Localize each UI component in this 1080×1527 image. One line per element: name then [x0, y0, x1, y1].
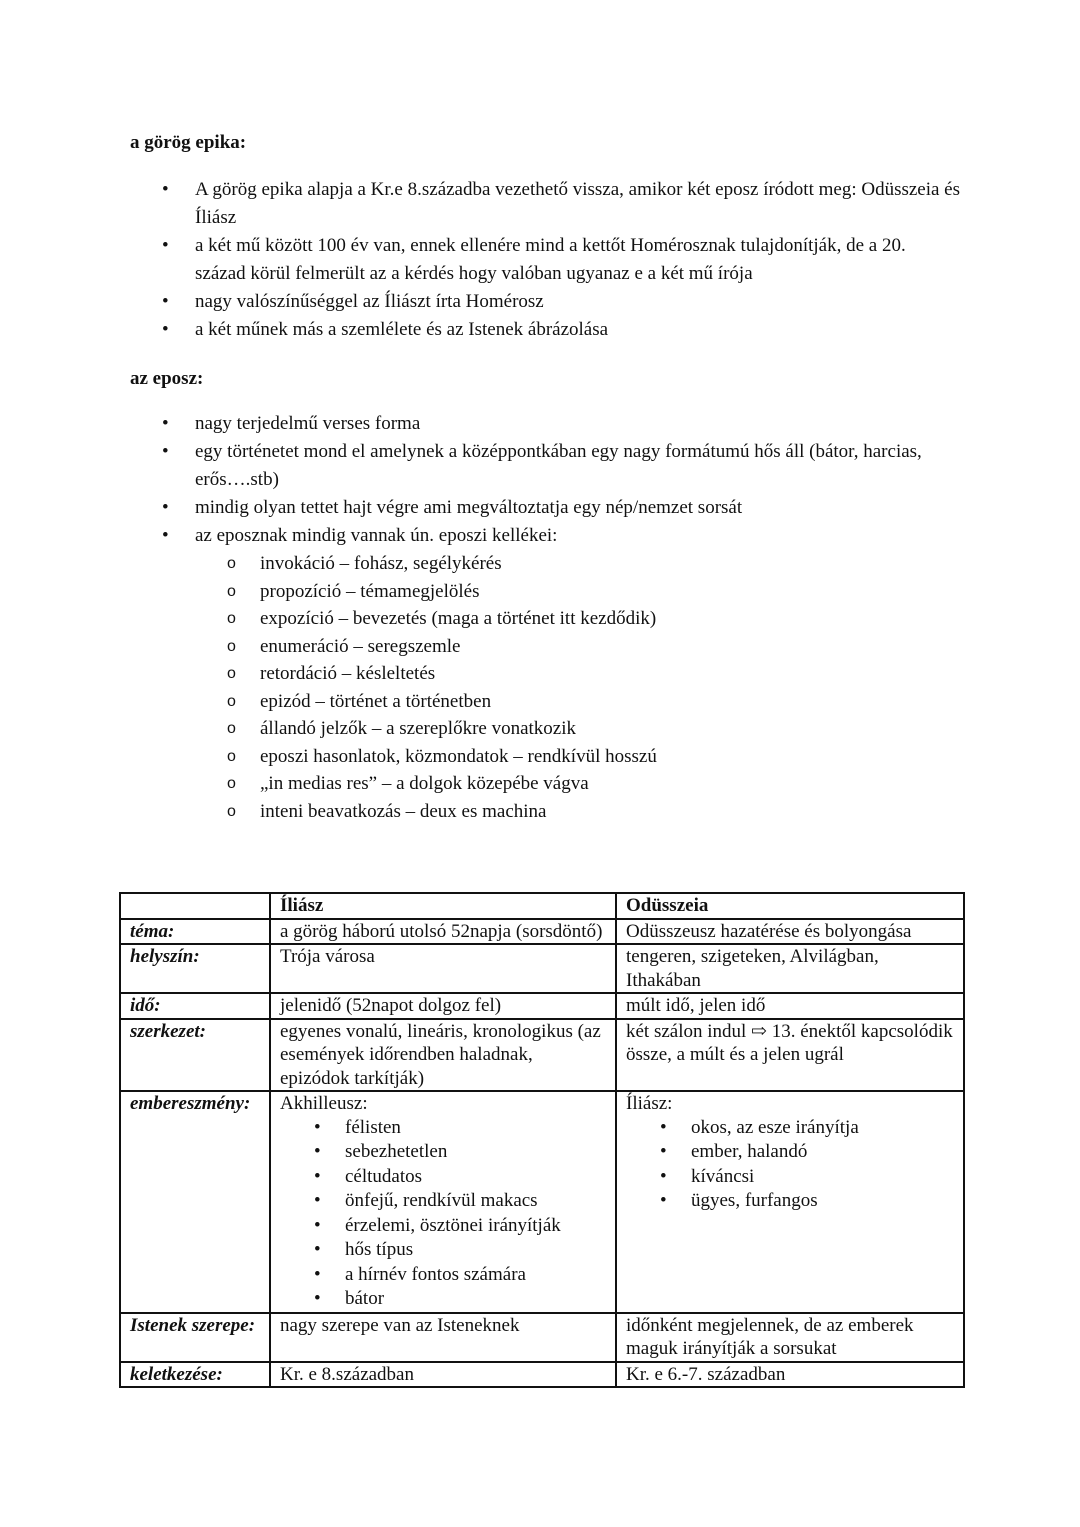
epic-devices-list [195, 550, 960, 825]
list-item: • nagy valószínűséggel az Íliászt írta Homérosz [130, 288, 960, 316]
row-label: keletkezése: [120, 1362, 270, 1388]
list-item: • önfejű, rendkívül makacs [280, 1189, 606, 1214]
odysseus-traits-list [626, 1116, 954, 1214]
sub-list-item: o állandó jelzők – a szereplőkre vonatkozik [195, 715, 960, 743]
list-item: • hős típus [280, 1238, 606, 1263]
table-row [120, 919, 964, 945]
sub-list-item: o inteni beavatkozás – deux es machina [195, 798, 960, 826]
row-label: idő: [120, 993, 270, 1019]
table-cell: tengeren, szigeteken, Alvilágban, Ithakában [616, 944, 964, 993]
table-cell: Odüsszeusz hazatérése és bolyongása [616, 919, 964, 945]
sub-list-item: o eposzi hasonlatok, közmondatok – rendkívül hosszú [195, 743, 960, 771]
list-item: • ügyes, furfangos [626, 1189, 954, 1214]
list-item: • a két műnek más a szemlélete és az Istenek ábrázolása [130, 316, 960, 344]
cell-title: Íliász: [626, 1093, 673, 1114]
section-heading-epos: az eposz: [130, 368, 204, 389]
table-row [120, 1313, 964, 1362]
table-cell: Kr. e 6.-7. században [616, 1362, 964, 1388]
table-cell: időnként megjelennek, de az emberek maguk irányítják a sorsukat [616, 1313, 964, 1362]
list-item: • ember, halandó [626, 1140, 954, 1165]
table-cell: két szálon indul ⇨ 13. énektől kapcsolódik össze, a múlt és a jelen ugrál [616, 1019, 964, 1092]
epos-list [130, 410, 960, 825]
list-item: • érzelemi, ösztönei irányítják [280, 1214, 606, 1239]
table-row [120, 1019, 964, 1092]
table-cell: múlt idő, jelen idő [616, 993, 964, 1019]
table-cell: egyenes vonalú, lineáris, kronologikus (az események időrendben haladnak, epizódok tarkítják) [270, 1019, 616, 1092]
list-item: • mindig olyan tettet hajt végre ami megváltoztatja egy nép/nemzet sorsát [130, 494, 960, 522]
row-label: téma: [120, 919, 270, 945]
table-corner-cell [120, 893, 270, 919]
list-item: • sebezhetetlen [280, 1140, 606, 1165]
sub-list-item: o invokáció – fohász, segélykérés [195, 550, 960, 578]
table-cell: jelenidő (52napot dolgoz fel) [270, 993, 616, 1019]
achilles-traits-list [280, 1116, 606, 1312]
greek-epic-list [130, 176, 960, 344]
sub-list-item: o expozíció – bevezetés (maga a történet itt kezdődik) [195, 605, 960, 633]
sub-list-item: o propozíció – témamegjelölés [195, 578, 960, 606]
table-cell: Kr. e 8.században [270, 1362, 616, 1388]
list-item: • félisten [280, 1116, 606, 1141]
table-cell: nagy szerepe van az Isteneknek [270, 1313, 616, 1362]
section-heading-greek-epic: a görög epika: [130, 132, 247, 153]
table-header-row [120, 893, 964, 919]
table-cell [270, 1091, 616, 1313]
list-item: • a hírnév fontos számára [280, 1263, 606, 1288]
table-cell [616, 1091, 964, 1313]
sub-list-item: o enumeráció – seregszemle [195, 633, 960, 661]
list-item: • bátor [280, 1287, 606, 1312]
sub-list-item: o retordáció – késleltetés [195, 660, 960, 688]
table-cell: a görög háború utolsó 52napja (sorsdöntő) [270, 919, 616, 945]
row-label: szerkezet: [120, 1019, 270, 1092]
list-item: • kíváncsi [626, 1165, 954, 1190]
row-label: helyszín: [120, 944, 270, 993]
list-item: • egy történetet mond el amelynek a középpontkában egy nagy formátumú hős áll (bátor, harcias, erős….stb) [130, 438, 960, 494]
list-item: • nagy terjedelmű verses forma [130, 410, 960, 438]
sub-list-item: o „in medias res” – a dolgok közepébe vágva [195, 770, 960, 798]
column-header-odyssey: Odüsszeia [616, 893, 964, 919]
list-item: • céltudatos [280, 1165, 606, 1190]
list-item-label: az eposznak mindig vannak ún. eposzi kellékei: [195, 525, 558, 546]
column-header-iliad: Íliász [270, 893, 616, 919]
table-row [120, 1091, 964, 1313]
table-row [120, 944, 964, 993]
cell-title: Akhilleusz: [280, 1093, 368, 1114]
row-label: Istenek szerepe: [120, 1313, 270, 1362]
sub-list-item: o epizód – történet a történetben [195, 688, 960, 716]
comparison-table [119, 892, 965, 1388]
list-item [130, 522, 960, 825]
table-row [120, 1362, 964, 1388]
table-row [120, 993, 964, 1019]
list-item: • a két mű között 100 év van, ennek ellenére mind a kettőt Homérosznak tulajdonítják, de a 20. század körül felmerült az a kérdés hogy valóban ugyanaz e a két mű írója [130, 232, 960, 288]
row-label: embereszmény: [120, 1091, 270, 1313]
list-item: • okos, az esze irányítja [626, 1116, 954, 1141]
list-item: • A görög epika alapja a Kr.e 8.századba vezethető vissza, amikor két eposz íródott meg: Odüsszeia és Íliász [130, 176, 960, 232]
table-cell: Trója városa [270, 944, 616, 993]
